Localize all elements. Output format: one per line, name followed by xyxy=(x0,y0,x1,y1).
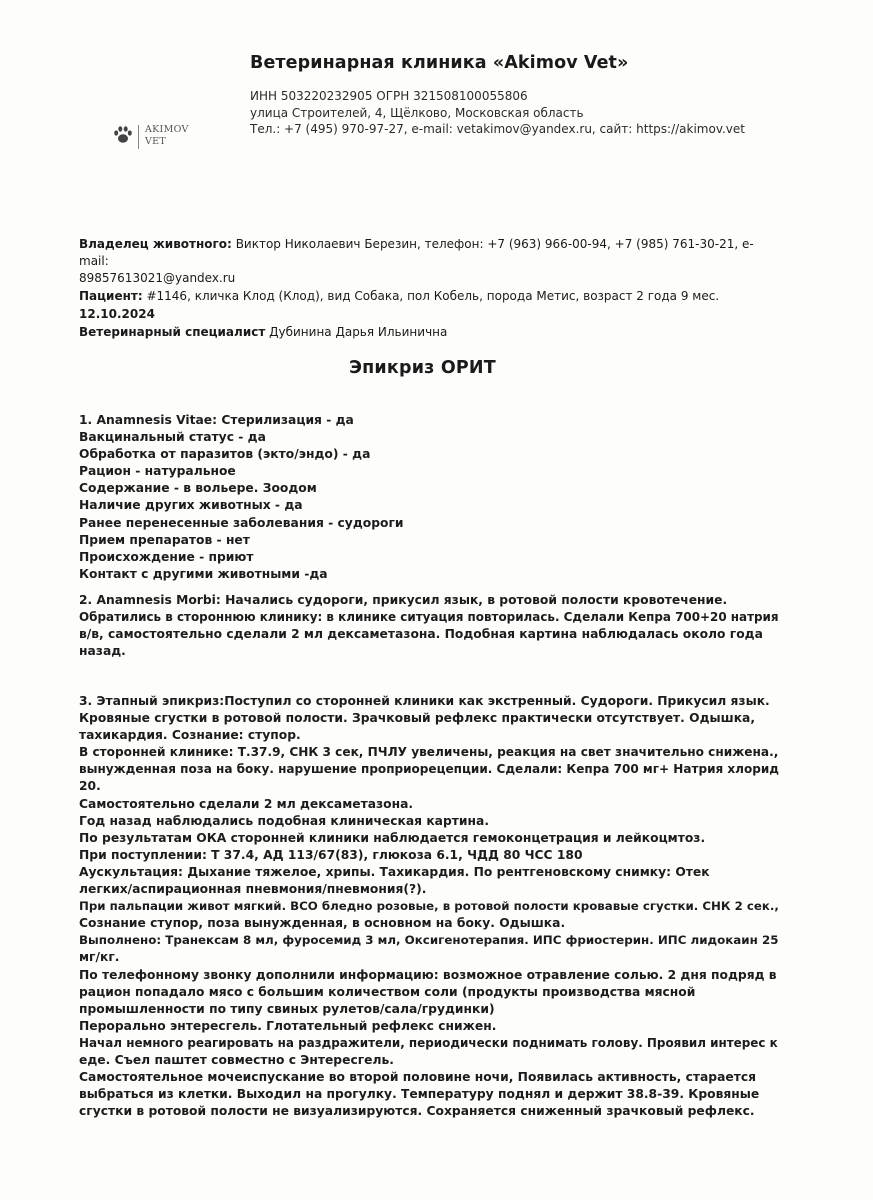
text-line: Начал немного реагировать на раздражители, периодически поднимать голову. Проявил интерес к xyxy=(79,1035,778,1050)
text-line: При пальпации живот мягкий. ВСО бледно розовые, в ротовой полости кровавые сгустки. СНК 2 сек., xyxy=(79,899,779,914)
text-line: По результатам ОКА сторонней клиники наблюдается гемоконцетрация и лейкоцмтоз. xyxy=(79,830,706,845)
text-line: Обработка от паразитов (экто/эндо) - да xyxy=(79,447,371,462)
text-line: Сознание ступор, поза вынужденная, в основном на боку. Одышка. xyxy=(79,916,566,931)
section-stage-epicrisis xyxy=(79,693,779,1120)
text-line: 20. xyxy=(79,779,101,794)
owner-details: Виктор Николаевич Березин, телефон: +7 (963) 966-00-94, +7 (985) 761-30-21, e-mail: xyxy=(79,237,754,268)
owner-label: Владелец животного: xyxy=(79,237,232,251)
owner-email: 89857613021@yandex.ru xyxy=(79,271,236,285)
text-line: рацион попадало мясо с большим количеством соли (продукты производства мясной xyxy=(79,984,696,999)
section-anamnesis-morbi xyxy=(79,592,779,660)
text-line: Ранее перенесенные заболевания - судороги xyxy=(79,515,404,530)
text-line: мг/кг. xyxy=(79,950,120,965)
text-line: в/в, самостоятельно сделали 2 мл дексаметазона. Подобная картина наблюдалась около года xyxy=(79,627,763,642)
text-line: тахикардия. Сознание: ступор. xyxy=(79,728,301,743)
clinic-name: Ветеринарная клиника «Akimov Vet» xyxy=(250,53,629,73)
clinic-logo xyxy=(112,124,212,154)
text-line: 2. Anamnesis Morbi: Начались судороги, прикусил язык, в ротовой полости кровотечение. xyxy=(79,593,728,607)
visit-date: 12.10.2024 xyxy=(79,307,155,321)
visit-info xyxy=(79,306,759,341)
section-anamnesis-vitae xyxy=(79,412,779,583)
clinic-contacts: Тел.: +7 (495) 970-97-27, e-mail: vetakimov@yandex.ru, сайт: https://akimov.vet xyxy=(250,122,745,136)
text-line: Обратились в стороннюю клинику: в клинике ситуация повторилась. Сделали Кепра 700+20 натрия xyxy=(79,610,779,625)
text-line: Наличие других животных - да xyxy=(79,498,303,513)
text-line: В сторонней клинике: Т.37.9, СНК 3 сек, ПЧЛУ увеличены, реакция на свет значительно снижена., xyxy=(79,745,779,760)
text-line: 3. Этапный эпикриз:Поступил со сторонней клиники как экстренный. Судороги. Прикусил язык. xyxy=(79,694,770,708)
text-line: назад. xyxy=(79,644,126,659)
text-line: вынужденная поза на боку. нарушение проприорецепции. Сделали: Кепра 700 мг+ Натрия хлорид xyxy=(79,762,780,777)
text-line: Вакцинальный статус - да xyxy=(79,430,266,445)
specialist-label: Ветеринарный специалист xyxy=(79,325,266,339)
clinic-inn-ogrn: ИНН 503220232905 ОГРН 321508100055806 xyxy=(250,89,528,103)
patient-details: #1146, кличка Клод (Клод), вид Собака, пол Кобель, порода Метис, возраст 2 года 9 мес. xyxy=(146,289,720,303)
patient-label: Пациент: xyxy=(79,289,143,303)
text-line: При поступлении: Т 37.4, АД 113/67(83), глюкоза 6.1, ЧДД 80 ЧСС 180 xyxy=(79,847,583,862)
text-line: 1. Anamnesis Vitae: Стерилизация - да xyxy=(79,413,354,427)
text-line: сгустки в ротовой полости не визуализируются. Сохраняется сниженный зрачковый рефлекс. xyxy=(79,1104,755,1119)
text-line: Аускультация: Дыхание тяжелое, хрипы. Тахикардия. По рентгеновскому снимку: Отек xyxy=(79,864,710,879)
text-line: Контакт с другими животными -да xyxy=(79,566,328,581)
text-line: Рацион - натуральное xyxy=(79,464,236,479)
logo-text-line2: VET xyxy=(145,136,167,147)
specialist-name: Дубинина Дарья Ильинична xyxy=(269,325,448,339)
text-line: Происхождение - приют xyxy=(79,549,254,564)
text-line: выбраться из клетки. Выходил на прогулку. Температуру поднял и держит 38.8-39. Кровяные xyxy=(79,1087,760,1102)
clinic-address: улица Строителей, 4, Щёлково, Московская область xyxy=(250,106,584,120)
text-line: Самостоятельное мочеиспускание во второй половине ночи, Появилась активность, старается xyxy=(79,1070,757,1085)
text-line: Перорально энтересгель. Глотательный рефлекс снижен. xyxy=(79,1018,497,1033)
text-line: Кровяные сгустки в ротовой полости. Зрачковый рефлекс практически отсутствует. Одышка, xyxy=(79,711,756,726)
text-line: Прием препаратов - нет xyxy=(79,532,250,547)
owner-info xyxy=(79,236,759,305)
text-line: легких/аспирационная пневмония/пневмония(?). xyxy=(79,882,427,897)
logo-text-line1: AKIMOV xyxy=(145,124,189,135)
text-line: Год назад наблюдались подобная клиническая картина. xyxy=(79,813,489,828)
text-line: Содержание - в вольере. Зоодом xyxy=(79,481,317,496)
text-line: Выполнено: Транексам 8 мл, фуросемид 3 мл, Оксигенотерапия. ИПС фриостерин. ИПС лидокаин 25 xyxy=(79,933,779,948)
document-title: Эпикриз ОРИТ xyxy=(349,358,496,378)
text-line: По телефонному звонку дополнили информацию: возможное отравление солью. 2 дня подряд в xyxy=(79,967,777,982)
text-line: Самостоятельно сделали 2 мл дексаметазона. xyxy=(79,796,414,811)
paw-icon xyxy=(112,124,134,146)
text-line: промышленности по типу свиных рулетов/сала/грудинки) xyxy=(79,1001,495,1016)
text-line: еде. Съел паштет совместно с Энтересгель. xyxy=(79,1052,394,1067)
